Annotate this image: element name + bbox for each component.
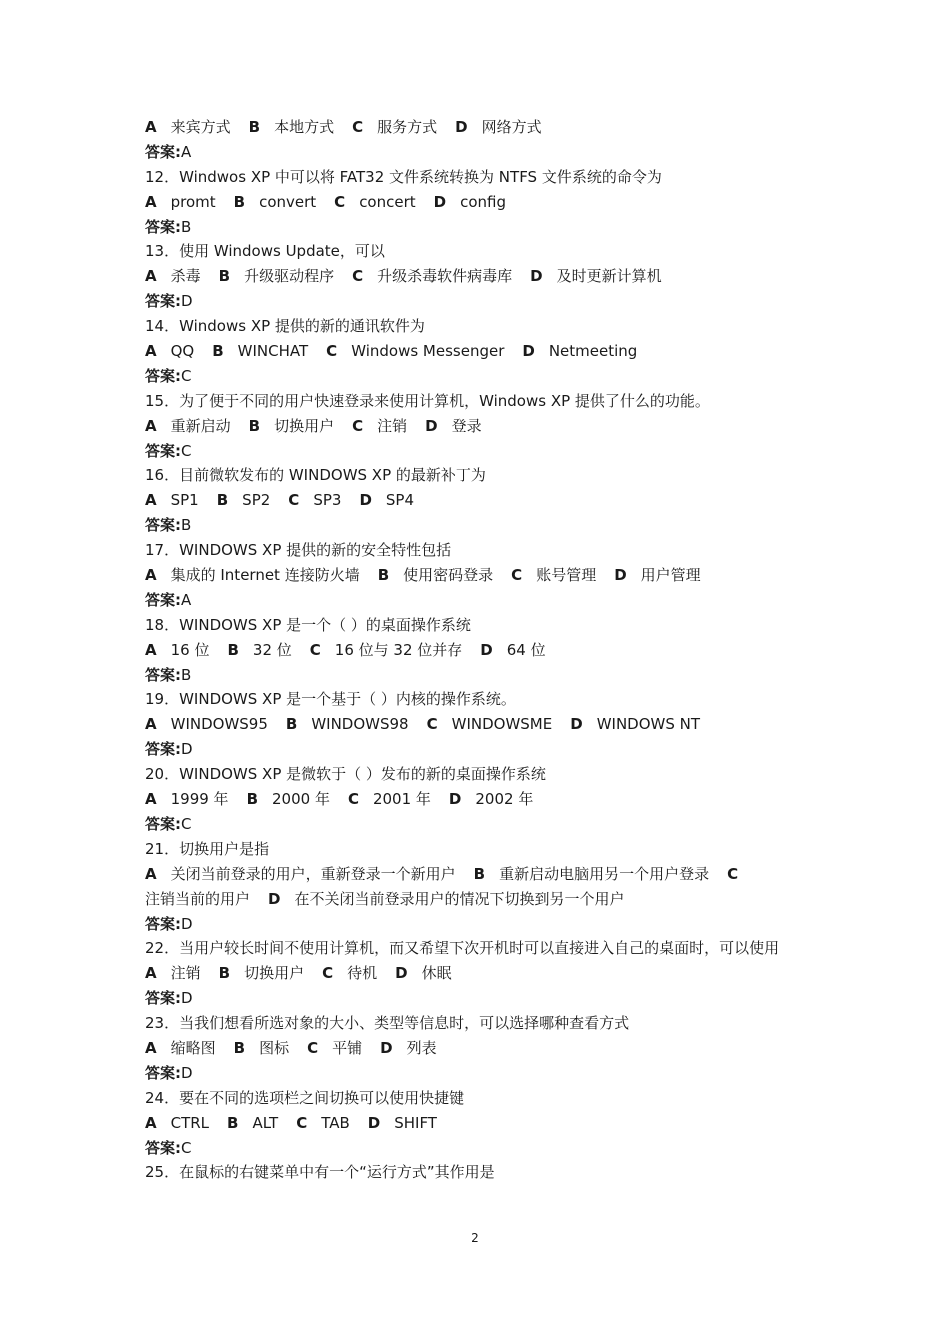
answer-value: A <box>181 590 192 609</box>
option-letter: B <box>212 342 224 361</box>
option-text: SP3 <box>313 491 342 510</box>
option-letter: A <box>145 864 157 883</box>
option-text: 待机 <box>347 964 378 983</box>
answer-label: 答案: <box>145 292 181 311</box>
option-text: WINDOWS98 <box>311 715 409 734</box>
option-letter: C <box>352 416 364 435</box>
answer-label: 答案: <box>145 441 181 460</box>
option-text: 注销当前的用户 <box>145 889 251 908</box>
question-text: 24．要在不同的选项栏之间切换可以使用快捷键 <box>145 1088 465 1107</box>
option-letter: D <box>380 1039 393 1057</box>
answer-label: 答案: <box>145 740 181 759</box>
option-letter: D <box>367 1113 381 1132</box>
option-text: SP4 <box>385 491 415 510</box>
answer-value: C <box>181 814 192 833</box>
option-text: QQ <box>170 342 195 361</box>
option-letter: C <box>309 640 321 659</box>
answer-label: 答案: <box>145 814 181 833</box>
question-text: 23．当我们想看所选对象的大小、类型等信息时，可以选择哪种查看方式 <box>145 1014 630 1033</box>
option-text: 来宾方式 <box>170 118 231 136</box>
question-text: 15．为了便于不同的用户快速登录来使用计算机，Windows XP 提供了什么的功能。 <box>145 391 710 410</box>
option-letter: C <box>296 1113 308 1132</box>
option-text: 账号管理 <box>536 566 597 585</box>
option-letter: C <box>347 790 359 809</box>
question-text: 17．WINDOWS XP 提供的新的安全特性包括 <box>145 541 452 560</box>
option-letter: C <box>426 715 438 734</box>
options-line <box>145 264 815 289</box>
options-line <box>145 190 815 215</box>
option-text: 切换用户 <box>274 416 335 435</box>
options-line <box>145 339 815 364</box>
answer-label: 答案: <box>145 366 181 385</box>
answer-label: 答案: <box>145 1063 181 1082</box>
answer-line <box>145 1061 815 1086</box>
options-line <box>145 712 815 737</box>
options-line <box>145 862 815 912</box>
option-letter: D <box>614 566 627 585</box>
option-text: 16 位与 32 位并存 <box>334 640 463 659</box>
option-letter: B <box>473 864 486 883</box>
option-letter: D <box>268 889 281 908</box>
question-text: 12．Windwos XP 中可以将 FAT32 文件系统转换为 NTFS 文件系统的命令为 <box>145 167 662 186</box>
option-letter: D <box>395 964 408 983</box>
option-text: 关闭当前登录的用户，重新登录一个新用户 <box>170 864 456 883</box>
answer-line <box>145 986 815 1011</box>
option-text: SP1 <box>170 491 199 510</box>
option-text: 杀毒 <box>170 267 201 286</box>
answer-line <box>145 439 815 464</box>
option-text: 重新启动电脑用另一个用户登录 <box>499 864 710 883</box>
option-text: 缩略图 <box>170 1039 216 1057</box>
option-letter: B <box>248 416 261 435</box>
option-letter: C <box>334 192 346 211</box>
option-text: WINCHAT <box>237 342 309 361</box>
option-letter: D <box>448 790 462 809</box>
answer-line <box>145 513 815 538</box>
question-text: 18．WINDOWS XP 是一个（ ）的桌面操作系统 <box>145 615 471 634</box>
option-text: 2001 年 <box>372 790 431 809</box>
option-letter: B <box>377 566 390 585</box>
answer-value: D <box>181 914 193 933</box>
answer-label: 答案: <box>145 914 181 933</box>
option-letter: B <box>248 118 261 136</box>
option-letter: B <box>218 964 231 983</box>
option-letter: B <box>218 267 231 286</box>
question-text: 25．在鼠标的右键菜单中有一个“运行方式”其作用是 <box>145 1163 495 1182</box>
option-letter: B <box>285 715 298 734</box>
options-line <box>145 1111 815 1136</box>
answer-value: B <box>181 665 192 684</box>
option-letter: A <box>145 640 157 659</box>
answer-line <box>145 140 815 165</box>
option-letter: D <box>522 342 535 361</box>
option-text: 在不关闭当前登录用户的情况下切换到另一个用户 <box>294 889 625 908</box>
option-letter: B <box>227 640 239 659</box>
option-text: ALT <box>252 1113 279 1132</box>
option-text: 16 位 <box>170 640 210 659</box>
answer-value: A <box>181 142 192 161</box>
option-letter: C <box>352 118 364 136</box>
option-text: convert <box>259 192 317 211</box>
option-letter: D <box>570 715 583 734</box>
answer-value: C <box>181 1138 192 1157</box>
answer-label: 答案: <box>145 989 181 1008</box>
answer-value: D <box>181 292 193 311</box>
answer-label: 答案: <box>145 665 181 684</box>
option-text: 注销 <box>170 964 201 983</box>
option-text: Windows Messenger <box>351 342 505 361</box>
options-line <box>145 961 815 986</box>
option-letter: D <box>480 640 493 659</box>
question-text: 19．WINDOWS XP 是一个基于（ ）内核的操作系统。 <box>145 690 516 709</box>
option-text: 图标 <box>259 1039 290 1057</box>
option-text: SHIFT <box>394 1113 437 1132</box>
option-text: 切换用户 <box>244 964 305 983</box>
option-letter: C <box>326 342 338 361</box>
option-text: config <box>460 192 507 211</box>
answer-label: 答案: <box>145 516 181 535</box>
option-text: TAB <box>321 1113 350 1132</box>
option-letter: D <box>359 491 372 510</box>
option-text: 2002 年 <box>475 790 534 809</box>
option-letter: A <box>145 566 157 585</box>
option-letter: D <box>433 192 447 211</box>
answer-value: C <box>181 441 192 460</box>
option-letter: C <box>511 566 523 585</box>
option-letter: A <box>145 491 157 510</box>
option-text: WINDOWS NT <box>596 715 701 734</box>
options-line <box>145 488 815 513</box>
option-letter: B <box>233 1039 246 1057</box>
answer-label: 答案: <box>145 590 181 609</box>
option-text: SP2 <box>242 491 271 510</box>
option-letter: A <box>145 267 157 286</box>
question-text: 21．切换用户是指 <box>145 839 270 858</box>
options-line <box>145 1036 815 1061</box>
option-letter: C <box>307 1039 319 1057</box>
options-line <box>145 563 815 588</box>
option-letter: A <box>145 416 157 435</box>
question-text: 13．使用 Windows Update，可以 <box>145 242 385 261</box>
option-text: 本地方式 <box>274 118 335 136</box>
answer-line <box>145 364 815 389</box>
option-text: 集成的 Internet 连接防火墙 <box>170 566 360 585</box>
option-text: 注销 <box>377 416 408 435</box>
option-text: 1999 年 <box>170 790 229 809</box>
option-letter: B <box>227 1113 239 1132</box>
answer-line <box>145 812 815 837</box>
option-letter: A <box>145 790 157 809</box>
option-text: Netmeeting <box>548 342 638 361</box>
option-text: 重新启动 <box>170 416 231 435</box>
page-number: 2 <box>471 1231 479 1245</box>
option-letter: D <box>530 267 543 286</box>
options-line <box>145 787 815 812</box>
option-letter: A <box>145 118 157 136</box>
option-text: 平铺 <box>332 1039 363 1057</box>
option-letter: A <box>145 192 157 211</box>
option-letter: D <box>425 416 438 435</box>
option-text: 升级杀毒软件病毒库 <box>377 267 513 286</box>
option-letter: B <box>233 192 246 211</box>
option-letter: C <box>322 964 334 983</box>
answer-line <box>145 289 815 314</box>
answer-value: B <box>181 217 192 236</box>
answer-label: 答案: <box>145 142 181 161</box>
option-letter: A <box>145 342 157 361</box>
option-text: promt <box>170 192 216 211</box>
option-text: 64 位 <box>506 640 546 659</box>
option-text: 服务方式 <box>377 118 438 136</box>
question-text: 20．WINDOWS XP 是微软于（ ）发布的新的桌面操作系统 <box>145 765 546 784</box>
question-text: 14．Windows XP 提供的新的通讯软件为 <box>145 317 425 336</box>
answer-line <box>145 1136 815 1161</box>
option-text: 休眠 <box>421 964 452 983</box>
option-letter: A <box>145 1113 157 1132</box>
option-text: 升级驱动程序 <box>244 267 335 286</box>
question-list <box>145 115 815 1185</box>
question-text: 16．目前微软发布的 WINDOWS XP 的最新补丁为 <box>145 466 486 485</box>
option-letter: C <box>352 267 364 286</box>
option-letter: C <box>727 864 739 883</box>
options-line <box>145 414 815 439</box>
option-letter: C <box>288 491 300 510</box>
option-text: 及时更新计算机 <box>556 267 662 286</box>
option-letter: A <box>145 1039 157 1057</box>
option-text: WINDOWS95 <box>170 715 268 734</box>
option-text: 登录 <box>451 416 482 435</box>
option-text: 用户管理 <box>640 566 701 585</box>
answer-label: 答案: <box>145 217 181 236</box>
answer-value: B <box>181 516 192 535</box>
answer-value: D <box>181 1063 193 1082</box>
answer-value: C <box>181 366 192 385</box>
options-line <box>145 115 815 140</box>
option-letter: A <box>145 964 157 983</box>
option-text: 2000 年 <box>272 790 330 809</box>
option-text: 32 位 <box>252 640 292 659</box>
option-text: 使用密码登录 <box>403 566 494 585</box>
answer-line <box>145 737 815 762</box>
option-letter: A <box>145 715 157 734</box>
option-text: CTRL <box>170 1113 210 1132</box>
answer-line <box>145 912 815 937</box>
answer-value: D <box>181 740 193 759</box>
answer-value: D <box>181 989 193 1008</box>
answer-label: 答案: <box>145 1138 181 1157</box>
options-line <box>145 638 815 663</box>
option-text: WINDOWSME <box>451 715 553 734</box>
answer-line <box>145 663 815 688</box>
question-text: 22．当用户较长时间不使用计算机，而又希望下次开机时可以直接进入自己的桌面时，可以使用 <box>145 939 780 958</box>
answer-line <box>145 215 815 240</box>
option-letter: B <box>246 790 258 809</box>
option-text: concert <box>359 192 416 211</box>
option-letter: D <box>455 118 468 136</box>
answer-line <box>145 588 815 613</box>
option-text: 网络方式 <box>481 118 542 136</box>
option-text: 列表 <box>406 1039 437 1057</box>
option-letter: B <box>216 491 229 510</box>
